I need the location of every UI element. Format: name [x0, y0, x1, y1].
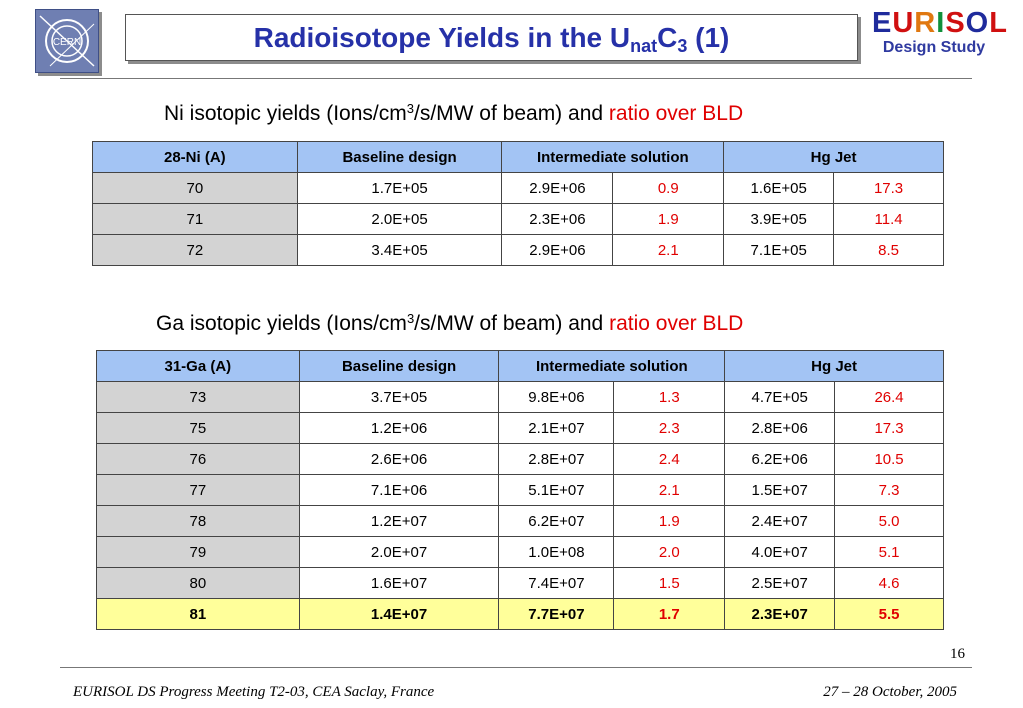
hgjet-yield-cell: 2.4E+07 [725, 506, 835, 537]
intermediate-yield-cell: 5.1E+07 [499, 475, 614, 506]
hgjet-ratio-cell: 5.5 [835, 599, 944, 630]
footer-divider [60, 667, 972, 668]
table-row [93, 173, 944, 204]
isotope-cell: 73 [97, 382, 300, 413]
eurisol-letter: O [965, 7, 990, 39]
hgjet-ratio-cell: 8.5 [834, 235, 944, 266]
eurisol-letter: L [989, 7, 1008, 39]
isotope-cell: 77 [97, 475, 300, 506]
hgjet-ratio-cell: 5.0 [835, 506, 944, 537]
hgjet-yield-cell: 1.6E+05 [724, 173, 834, 204]
title-carbon: C [657, 22, 678, 53]
intermediate-ratio-cell: 2.3 [614, 413, 725, 444]
intermediate-ratio-cell: 2.1 [613, 235, 724, 266]
intermediate-yield-cell: 7.7E+07 [499, 599, 614, 630]
isotope-cell: 76 [97, 444, 300, 475]
hgjet-ratio-cell: 17.3 [834, 173, 944, 204]
hgjet-yield-cell: 2.8E+06 [725, 413, 835, 444]
footer-left-text: EURISOL DS Progress Meeting T2-03, CEA Saclay, France [73, 684, 435, 700]
hgjet-ratio-cell: 5.1 [835, 537, 944, 568]
baseline-cell: 1.2E+07 [299, 506, 499, 537]
intermediate-yield-cell: 1.0E+08 [499, 537, 614, 568]
intermediate-ratio-cell: 1.3 [614, 382, 725, 413]
hgjet-ratio-cell: 10.5 [835, 444, 944, 475]
ni-header-isotope: 28-Ni (A) [93, 142, 298, 173]
baseline-cell: 1.4E+07 [299, 599, 499, 630]
table-row [93, 204, 944, 235]
intermediate-ratio-cell: 2.4 [614, 444, 725, 475]
ni-caption-text: Ni isotopic yields (Ions/cm [164, 102, 407, 125]
ga-header-hgjet: Hg Jet [725, 351, 944, 382]
ni-header-intermediate: Intermediate solution [502, 142, 724, 173]
ga-caption-ratio: ratio over BLD [609, 312, 744, 335]
intermediate-ratio-cell: 1.9 [614, 506, 725, 537]
ni-table-header [93, 142, 944, 173]
cern-logo-text: CERN [52, 37, 82, 48]
ni-header-baseline: Baseline design [297, 142, 502, 173]
title-subscript-nat: nat [630, 36, 658, 56]
intermediate-ratio-cell: 0.9 [613, 173, 724, 204]
table-row [97, 382, 944, 413]
intermediate-yield-cell: 2.1E+07 [499, 413, 614, 444]
title-text: Radioisotope Yields in the U [253, 22, 631, 53]
ga-header-intermediate: Intermediate solution [499, 351, 725, 382]
baseline-cell: 2.0E+05 [297, 204, 502, 235]
title-subscript-3: 3 [677, 36, 688, 56]
baseline-cell: 1.6E+07 [299, 568, 499, 599]
baseline-cell: 2.6E+06 [299, 444, 499, 475]
intermediate-ratio-cell: 1.7 [614, 599, 725, 630]
table-row [93, 235, 944, 266]
footer-right-text: 27 – 28 October, 2005 [823, 684, 957, 700]
table-row [97, 444, 944, 475]
ga-caption-text-2: /s/MW of beam) and [414, 312, 610, 335]
ga-header-isotope: 31-Ga (A) [97, 351, 300, 382]
hgjet-ratio-cell: 11.4 [834, 204, 944, 235]
baseline-cell: 1.2E+06 [299, 413, 499, 444]
baseline-cell: 3.7E+05 [299, 382, 499, 413]
table-row [97, 568, 944, 599]
eurisol-letter: U [892, 7, 915, 39]
ni-caption [164, 102, 743, 126]
intermediate-yield-cell: 2.9E+06 [502, 173, 613, 204]
table-row [97, 413, 944, 444]
hgjet-ratio-cell: 17.3 [835, 413, 944, 444]
ni-yields-table [92, 141, 944, 266]
intermediate-yield-cell: 2.3E+06 [502, 204, 613, 235]
slide-title [125, 14, 858, 61]
eurisol-letter: E [872, 7, 893, 39]
ga-yields-table [96, 350, 944, 630]
table-row [97, 475, 944, 506]
hgjet-yield-cell: 2.3E+07 [725, 599, 835, 630]
hgjet-yield-cell: 2.5E+07 [725, 568, 835, 599]
ga-caption-text: Ga isotopic yields (Ions/cm [156, 312, 407, 335]
hgjet-ratio-cell: 26.4 [835, 382, 944, 413]
hgjet-yield-cell: 1.5E+07 [725, 475, 835, 506]
baseline-cell: 3.4E+05 [297, 235, 502, 266]
intermediate-ratio-cell: 1.5 [614, 568, 725, 599]
table-row [97, 537, 944, 568]
baseline-cell: 1.7E+05 [297, 173, 502, 204]
isotope-cell: 78 [97, 506, 300, 537]
ni-caption-text-2: /s/MW of beam) and [413, 102, 609, 125]
baseline-cell: 2.0E+07 [299, 537, 499, 568]
intermediate-yield-cell: 9.8E+06 [499, 382, 614, 413]
ni-caption-ratio: ratio over BLD [608, 102, 744, 125]
ni-header-hgjet: Hg Jet [724, 142, 944, 173]
ni-caption-sup: 3 [406, 101, 414, 116]
intermediate-ratio-cell: 2.1 [614, 475, 725, 506]
intermediate-yield-cell: 7.4E+07 [499, 568, 614, 599]
hgjet-yield-cell: 4.0E+07 [725, 537, 835, 568]
ga-caption-sup: 3 [406, 311, 415, 326]
table-row [97, 599, 944, 630]
isotope-cell: 71 [93, 204, 298, 235]
hgjet-ratio-cell: 4.6 [835, 568, 944, 599]
eurisol-letter: R [914, 7, 937, 39]
isotope-cell: 70 [93, 173, 298, 204]
table-row [97, 506, 944, 537]
eurisol-wordmark [872, 7, 1008, 39]
isotope-cell: 75 [97, 413, 300, 444]
isotope-cell: 81 [97, 599, 300, 630]
intermediate-ratio-cell: 2.0 [614, 537, 725, 568]
hgjet-yield-cell: 7.1E+05 [724, 235, 834, 266]
eurisol-logo [872, 7, 1008, 68]
hgjet-yield-cell: 3.9E+05 [724, 204, 834, 235]
baseline-cell: 7.1E+06 [299, 475, 499, 506]
hgjet-yield-cell: 4.7E+05 [725, 382, 835, 413]
page-number: 16 [950, 646, 965, 662]
eurisol-letter: S [945, 7, 966, 39]
isotope-cell: 80 [97, 568, 300, 599]
ga-caption [156, 310, 846, 337]
intermediate-yield-cell: 2.8E+07 [499, 444, 614, 475]
ga-header-baseline: Baseline design [299, 351, 499, 382]
isotope-cell: 79 [97, 537, 300, 568]
header-divider [60, 78, 972, 79]
cern-logo [35, 9, 99, 73]
hgjet-ratio-cell: 7.3 [835, 475, 944, 506]
title-tail: (1) [687, 22, 730, 53]
intermediate-yield-cell: 2.9E+06 [502, 235, 613, 266]
cern-logo-icon [36, 10, 98, 72]
eurisol-letter: I [936, 7, 946, 39]
intermediate-yield-cell: 6.2E+07 [499, 506, 614, 537]
isotope-cell: 72 [93, 235, 298, 266]
eurisol-subtitle: Design Study [882, 39, 986, 56]
intermediate-ratio-cell: 1.9 [613, 204, 724, 235]
ga-table-header [97, 351, 944, 382]
hgjet-yield-cell: 6.2E+06 [725, 444, 835, 475]
